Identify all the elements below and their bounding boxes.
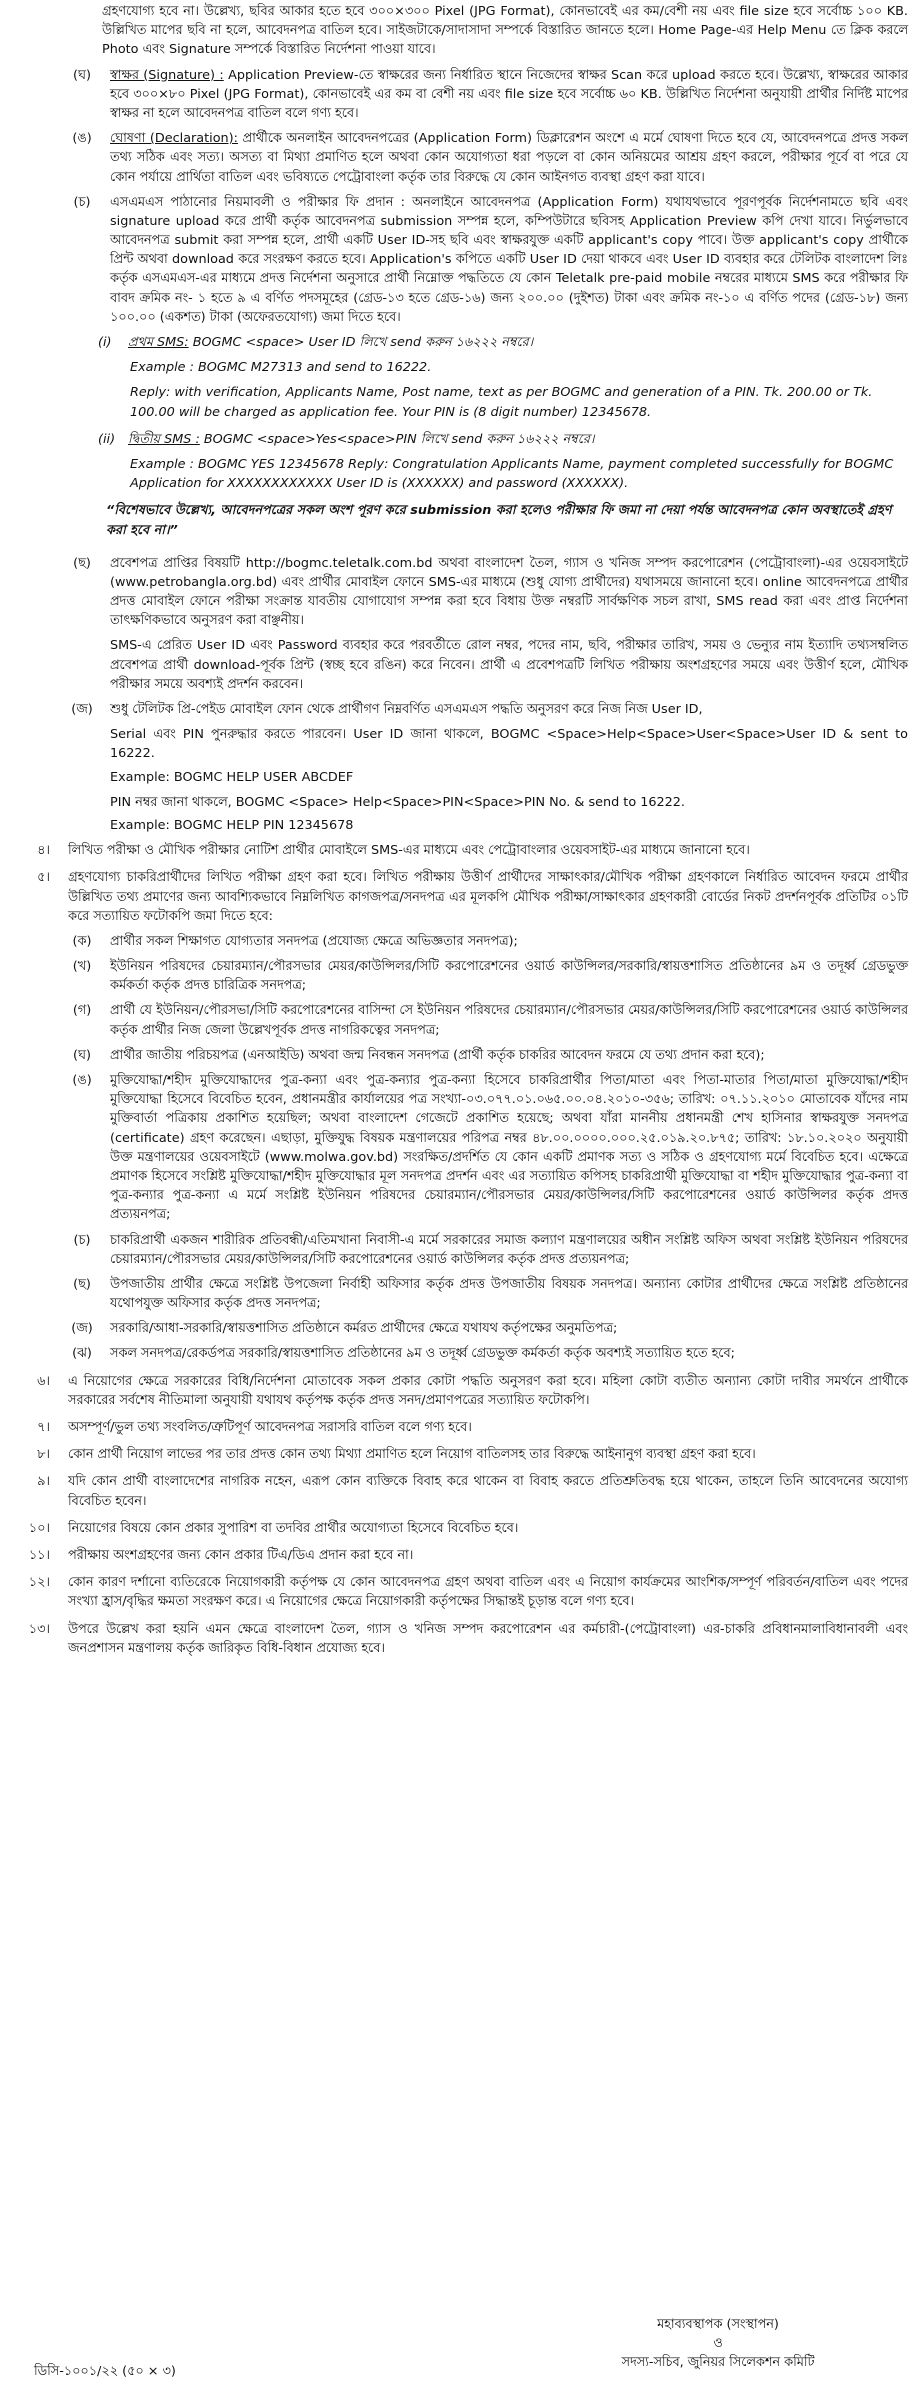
item-label: (জ) — [71, 1321, 93, 1337]
second-sms-block — [8, 430, 908, 494]
document-list-item — [8, 1001, 908, 1039]
section-number: ৮। — [37, 1447, 50, 1463]
condition-text: যদি কোন প্রার্থী বাংলাদেশের নাগরিক নহেন, এরূপ কোন ব্যক্তিকে বিবাহ করে থাকেন বা বিবাহ করতে প্রতিশ্রুতিবদ্ধ হয়ে থাকেন, তাহলে তিনি আবেদনের অযোগ্য বিবেচিত হবেন। — [68, 1474, 908, 1509]
item-label: (ছ) — [73, 1276, 91, 1292]
condition-item — [8, 1620, 908, 1658]
sms-label: (i) — [98, 335, 112, 350]
condition-text: কোন প্রার্থী নিয়োগ লাভের পর তার প্রদত্ত কোন তথ্য মিথ্যা প্রমাণিত হলে নিয়োগ বাতিলসহ তার বিরুদ্ধে আইনানুগ ব্যবস্থা গ্রহণ করা হবে। — [68, 1447, 756, 1463]
declaration-item — [8, 129, 908, 187]
section-number: ৪। — [37, 843, 50, 859]
item-label: (চ) — [73, 1232, 91, 1248]
sms-heading: প্রথম SMS: — [128, 335, 189, 350]
sms-example: Example : BOGMC M27313 and send to 16222. — [130, 360, 432, 376]
condition-text: অসম্পূর্ণ/ভুল তথ্য সংবলিত/ত্রুটিপূর্ণ আবেদনপত্র সরাসরি বাতিল বলে গণ্য হবে। — [68, 1420, 472, 1435]
footer — [8, 2315, 908, 2395]
recovery-line: শুধু টেলিটক প্রি-পেইড মোবাইল ফোন থেকে প্রার্থীগণ নিম্নবর্ণিত এসএমএস পদ্ধতি অনুসরণ করে নিজ নিজ User ID, — [110, 702, 703, 717]
item-label: (গ) — [72, 1003, 92, 1019]
item-label: (ঝ) — [72, 1346, 92, 1362]
sms-command: BOGMC <space> User ID লিখে send করুন ১৬২২২ নম্বরে। — [188, 335, 534, 350]
condition-item — [8, 1372, 908, 1410]
condition-text: উপরে উল্লেখ করা হয়নি এমন ক্ষেত্রে বাংলাদেশ তৈল, গ্যাস ও খনিজ সম্পদ করপোরেশন এর কর্মচারী-(পেট্রোবাংলা) এর-চাকরি প্রবিধানমালাবিধানাবলী এবং জনপ্রশাসন মন্ত্রণালয় কর্তৃক জারিকৃত বিধি-বিধান প্রযোজ্য হবে। — [68, 1621, 908, 1656]
document-list-item — [8, 957, 908, 995]
document-requirement: উপজাতীয় প্রার্থীর ক্ষেত্রে সংশ্লিষ্ট উপজেলা নির্বাহী অফিসার কর্তৃক প্রদত্ত উপজাতীয় বিষয়ক সনদপত্র। অন্যান্য কোটার প্রার্থীদের ক্ষেত্রে সংশ্লিষ্ট প্রতিষ্ঠানের যথোপযুক্ত অফিসার কর্তৃক প্রদত্ত সনদপত্র; — [110, 1276, 908, 1312]
section-number: ৯। — [37, 1474, 50, 1490]
item-label: (জ) — [71, 702, 93, 717]
sms-example: Example : BOGMC YES 12345678 Reply: Congratulation Applicants Name, payment completed successfully for BOGMC Application for XXXXXXXXXXXX User ID is (XXXXXX) and password (XXXXXX). — [130, 456, 894, 492]
document-list-item — [8, 1275, 908, 1313]
signature-block — [568, 2315, 868, 2373]
document-list-item — [8, 932, 908, 951]
photo-paragraph: গ্রহণযোগ্য হবে না। উল্লেখ্য, ছবির আকার হতে হবে ৩০০×৩০০ Pixel (JPG Format), কোনভাবেই এর কম/বেশী নয় এবং file size হবে সর্বোচ্চ ১০০ KB. উল্লিখিত মাপের ছবি না হলে, আবেদনপত্র বাতিল হবে। সাইজটাকে/সাদাসাদা সম্পর্কে বিস্তারিত জানতে হলে। Home Page-এর Help Menu তে ক্লিক করলে Photo এবং Signature সম্পর্কে বিস্তারিত নির্দেশনা পাওয়া যাবে। — [102, 4, 908, 58]
sms-command: BOGMC <space>Yes<space>PIN লিখে send করুন ১৬২২২ নম্বরে। — [199, 431, 595, 447]
document-list-item — [8, 1231, 908, 1269]
declaration-text: প্রার্থীকে অনলাইন আবেদনপত্রের (Application Form) ডিক্লারেশন অংশে এ মর্মে ঘোষণা দিতে হবে যে, আবেদনপত্রে প্রদত্ত সকল তথ্য সঠিক এবং সত্য। অসত্য বা মিথ্যা প্রমাণিত হলে অথবা কোন অযোগ্যতা ধরা পড়লে বা কোন অনিয়মের আশ্রয় গ্রহণ করলে, পরীক্ষার পূর্বে বা পরে যে কোন পর্যায়ে প্রার্থিতা বাতিল এবং ভবিষ্যতে পেট্রোবাংলা কর্তৃক তার বিরুদ্ধে যে কোন আইনগত ব্যবস্থা গ্রহণ করা যাবে। — [110, 131, 909, 185]
special-note: “বিশেষভাবে উল্লেখ্য, আবেদনপত্রের সকল অংশ পূরণ করে submission করা হলেও পরীক্ষার ফি জমা না দেয়া পর্যন্ত আবেদনপত্র কোন অবস্থাতেই গ্রহণ করা হবে না।” — [106, 503, 892, 538]
recovery-line: Serial এবং PIN পুনরুদ্ধার করতে পারবেন। User ID জানা থাকলে, BOGMC <Space>Help<Space>User<Space>User ID & sent to 16222. — [110, 727, 908, 762]
recovery-line: PIN নম্বর জানা থাকলে, BOGMC <Space> Help<Space>PIN<Space>PIN No. & send to 16222. — [110, 794, 685, 810]
condition-item — [8, 1546, 908, 1565]
first-sms-block — [8, 333, 908, 422]
document-list-item — [8, 1319, 908, 1338]
document-requirement: মুক্তিযোদ্ধা/শহীদ মুক্তিযোদ্ধাদের পুত্র-কন্যা এবং পুত্র-কন্যার পুত্র-কন্যা হিসেবে চাকরিপ্রার্থীর পিতা/মাতা এবং পিতা-মাতার পিতা/মাতা মুক্তিযোদ্ধা/শহীদ মুক্তিযোদ্ধা হিসেবে বিবেচিত হবেন, প্রধানমন্ত্রীর কার্যালয়ের পত্র সংখ্যা-০৩.০৭৭.০১.০৬৫.০০.০৪.২০১০-৩৫৬; তারিখ: ০৭.১১.২০১০ মোতাবেক যাঁদের নাম মুক্তিবার্তা পত্রিকায় প্রকাশিত হয়েছিল; অথবা বাংলাদেশ গেজেটে প্রকাশিত হয়েছে; অথবা যাঁরা মাননীয় প্রধানমন্ত্রী শেখ হাসিনার স্বাক্ষরযুক্ত সনদপত্র (certificate) গ্রহণ করেছেন। এছাড়া, মুক্তিযুদ্ধ বিষয়ক মন্ত্রণালয়ের পরিপত্র নম্বর ৪৮.০০.০০০০.০০০.২৫.০১৯.২০.৮৭৫; তারিখ: ১৮.১০.২০২০ অনুযায়ী উক্ত মন্ত্রণালয়ের ওয়েবসাইটে (www.molwa.gov.bd) সংরক্ষিত/প্রদর্শিত যে কোন একটি প্রমাণক সত্য ও সঠিক ও গ্রহণযোগ্য মর্মে বিবেচিত হবে। এক্ষেত্রে প্রমাণক হিসেবে সংশ্লিষ্ট মুক্তিযোদ্ধা/শহীদ মুক্তিযোদ্ধার মূল সনদপত্র প্রদর্শন এবং এর সত্যায়িত কপিসহ চাকরিপ্রার্থী মুক্তিযোদ্ধা বা শহীদ মুক্তিযোদ্ধার পুত্র-কন্যা বা পুত্র-কন্যার পুত্র-কন্যা এ মর্মে সংশ্লিষ্ট ইউনিয়ন পরিষদের চেয়ারম্যান/পৌরসভার মেয়র/কাউন্সিলর/সিটি করপোরেশনের ওয়ার্ড কাউন্সিলর কর্তৃক প্রদত্ত প্রত্যয়নপত্র; — [110, 1073, 908, 1223]
item-label: (চ) — [73, 194, 91, 210]
item-label: (ক) — [72, 933, 92, 949]
signature-item — [8, 66, 908, 124]
condition-item — [8, 1418, 908, 1437]
section-text: গ্রহণযোগ্য চাকরিপ্রার্থীদের লিখিত পরীক্ষা গ্রহণ করা হবে। লিখিত পরীক্ষায় উত্তীর্ণ প্রার্থীদের সাক্ষাৎকার/মৌখিক পরীক্ষা গ্রহণকালে নির্ধারিত আবেদন ফরমে প্রার্থীর উল্লিখিত তথ্য প্রমাণের জন্য আবশ্যিকভাবে নিম্নলিখিত কাগজপত্র/সনদপত্র এর মূলকপি মৌখিক পরীক্ষা/সাক্ষাৎকার গ্রহণকারী বোর্ডের নিকট প্রদর্শনপূর্বক প্রতিটির ০১টি করে সত্যায়িত ফটোকপি জমা দিতে হবে: — [68, 870, 908, 924]
condition-text: পরীক্ষায় অংশগ্রহণের জন্য কোন প্রকার টিএ/ডিএ প্রদান করা হবে না। — [68, 1547, 414, 1563]
section-number: ১১। — [28, 1547, 50, 1563]
recovery-example: Example: BOGMC HELP PIN 12345678 — [110, 817, 354, 833]
sms-fee-text: এসএমএস পাঠানোর নিয়মাবলী ও পরীক্ষার ফি প্রদান : অনলাইনে আবেদনপত্র (Application Form) যথাযথভাবে পূরণপূর্বক নির্দেশনামতে ছবি এবং signature upload করে প্রার্থী কর্তৃক আবেদনপত্র submission সম্পন্ন হলে, কম্পিউটারে ছবিসহ Application Preview কপি দেখা যাবে। নির্ভুলভাবে আবেদনপত্র submit করা সম্পন্ন হলে, প্রার্থী একটি User ID-সহ ছবি এবং স্বাক্ষরযুক্ত একটি applicant's copy পাবে। উক্ত applicant's copy প্রার্থীকে প্রিন্ট অথবা download করে সংরক্ষণ করতে হবে। Application's কপিতে একটি User ID দেয়া থাকবে এবং User ID ব্যবহার করে টেলিটক বাংলাদেশ লিঃ কর্তৃক এসএমএস-এর মাধ্যমে প্রদত্ত নির্দেশনা অনুসারে প্রার্থী নিম্নোক্ত পদ্ধতিতে যে কোন Teletalk pre-paid mobile নম্বরের মাধ্যমে SMS করে পরীক্ষার ফি বাবদ ক্রমিক নং- ১ হতে ৯ এ বর্ণিত পদসমূহের (গ্রেড-১৩ হতে গ্রেড-১৬) জন্য ২০০.০০ (দুইশত) টাকা এবং ক্রমিক নং-১০ এ বর্ণিত পদের (গ্রেড-১৮) জন্য ১০০.০০ (একশত) টাকা (অফেরতযোগ্য) জমা দিতে হবে। — [110, 194, 908, 325]
condition-item — [8, 1445, 908, 1464]
section-number: ১৩। — [28, 1621, 50, 1637]
admit-card-item — [8, 554, 908, 694]
signature-text: Application Preview-তে স্বাক্ষরের জন্য নির্ধারিত স্থানে নিজেদের স্বাক্ষর Scan করে upload করতে হবে। উল্লেখ্য, স্বাক্ষরের আকার হবে ৩০০×৮০ Pixel (JPG Format), কোনভাবেই এর কম বা বেশী নয় এবং file size হবে সর্বোচ্চ ৬০ KB. উল্লিখিত নির্দেশনা অনুযায়ী প্রার্থীর নির্দিষ্ট মাপের স্বাক্ষর না হলে আবেদনপত্র বাতিল বলে গণ্য হবে। — [110, 67, 909, 121]
document-list — [8, 932, 908, 1364]
admit-card-download-text: SMS-এ প্রেরিত User ID এবং Password ব্যবহার করে পরবর্তীতে রোল নম্বর, পদের নাম, ছবি, পরীক্ষার তারিখ, সময় ও ভেন্যুর নাম ইত্যাদি তথ্যসম্বলিত প্রবেশপত্র প্রার্থী download-পূর্বক প্রিন্ট (স্বচ্ছ হবে রঙিন) করে নিবেন। প্রার্থী এ প্রবেশপত্রটি লিখিত পরীক্ষায় অংশগ্রহণের সময়ে এবং উত্তীর্ণ হলে, মৌখিক পরীক্ষার সময়ে অবশ্যই প্রদর্শন করবেন। — [110, 638, 908, 692]
sms-reply: Reply: with verification, Applicants Name, Post name, text as per BOGMC and generation of a PIN. Tk. 200.00 or Tk. 100.00 will be charged as application fee. Your PIN is (8 digit number) 12345678. — [130, 385, 873, 420]
item-label: (ছ) — [73, 555, 91, 571]
signatory-title: মহাব্যবস্থাপক (সংস্থাপন) — [657, 2317, 779, 2332]
condition-text: এ নিয়োগের ক্ষেত্রে সরকারের বিধি/নির্দেশনা মোতাবেক সকল প্রকার কোটা পদ্ধতি অনুসরণ করা হবে। মহিলা কোটা ব্যতীত অন্যান্য কোটা দাবীর সমর্থনে প্রার্থীকে সরকারের সর্বশেষ নীতিমালা অনুযায়ী যথাযথ কর্তৃপক্ষ কর্তৃক প্রদত্ত সনদ/প্রমাণপত্রের সত্যায়িত ফটোকপি। — [68, 1373, 908, 1408]
conditions-list — [8, 1372, 908, 1658]
signatory-role: সদস্য-সচিব, জুনিয়র সিলেকশন কমিটি — [621, 2355, 815, 2371]
section-4 — [8, 841, 908, 860]
section-number: ৫। — [37, 870, 50, 886]
section-number: ১০। — [28, 1520, 50, 1536]
document-requirement: সকল সনদপত্র/রেকর্ডপত্র সরকারি/স্বায়ত্তশাসিত প্রতিষ্ঠানের ৯ম ও তদূর্ধ্ব গ্রেডভুক্ত কর্মকর্তা কর্তৃক অবশ্যই সত্যায়িত হতে হবে; — [110, 1346, 735, 1362]
signature-heading: স্বাক্ষর (Signature) : — [110, 67, 224, 83]
condition-text: কোন কারণ দর্শানো ব্যতিরেকে নিয়োগকারী কর্তৃপক্ষ যে কোন আবেদনপত্র গ্রহণ অথবা বাতিল এবং এ নিয়োগ কার্যক্রমের আংশিক/সম্পূর্ণ পরিবর্তন/বাতিল এবং পদের সংখ্যা হ্রাস/বৃদ্ধির ক্ষমতা সংরক্ষণ করে। এ নিয়োগের ক্ষেত্রে নিয়োগকারী কর্তৃপক্ষের সিদ্ধান্তই চূড়ান্ত বলে গণ্য হবে। — [68, 1575, 908, 1610]
document-requirement: প্রার্থীর সকল শিক্ষাগত যোগ্যতার সনদপত্র (প্রযোজ্য ক্ষেত্রে অভিজ্ঞতার সনদপত্র); — [110, 933, 518, 949]
sms-label: (ii) — [98, 431, 116, 447]
item-label: (ঙ) — [72, 1073, 92, 1088]
signatory-conjunction: ও — [713, 2336, 723, 2352]
document-requirement: ইউনিয়ন পরিষদের চেয়ারম্যান/পৌরসভার মেয়র/কাউন্সিলর/সিটি করপোরেশনের ওয়ার্ড কাউন্সিলর/সরকারি/স্বায়ত্তশাসিত প্রতিষ্ঠানের ৯ম ও তদূর্ধ্ব গ্রেডভুক্ত কর্মকর্তা কর্তৃক প্রদত্ত চারিত্রিক সনদপত্র; — [110, 959, 908, 994]
document-list-item — [8, 1071, 908, 1225]
declaration-heading: ঘোষণা (Declaration): — [110, 131, 238, 147]
section-number: ১২। — [28, 1575, 50, 1591]
sms-heading: দ্বিতীয় SMS : — [128, 431, 200, 447]
condition-text: নিয়োগের বিষয়ে কোন প্রকার সুপারিশ বা তদবির প্রার্থীর অযোগ্যতা হিসেবে বিবেচিত হবে। — [68, 1520, 519, 1536]
document-requirement: সরকারি/আধা-সরকারি/স্বায়ত্তশাসিত প্রতিষ্ঠানে কর্মরত প্রার্থীদের ক্ষেত্রে যথাযথ কর্তৃপক্ষের অনুমতিপত্র; — [110, 1321, 618, 1337]
recovery-example: Example: BOGMC HELP USER ABCDEF — [110, 769, 354, 785]
section-5 — [8, 868, 908, 926]
condition-item — [8, 1472, 908, 1510]
condition-item — [8, 1573, 908, 1611]
document-requirement: চাকরিপ্রার্থী একজন শারীরিক প্রতিবন্ধী/এতিমখানা নিবাসী-এ মর্মে সরকারের সমাজ কল্যাণ মন্ত্রণালয়ের অধীন সংশ্লিষ্ট অফিস অথবা সংশ্লিষ্ট ইউনিয়ন পরিষদের চেয়ারম্যান/পৌরসভার মেয়র/কাউন্সিলর/সিটি করপোরেশনের ওয়ার্ড কাউন্সিলর কর্তৃক প্রদত্ত প্রত্যয়নপত্র; — [110, 1232, 908, 1267]
document-requirement: প্রার্থী যে ইউনিয়ন/পৌরসভা/সিটি করপোরেশনের বাসিন্দা সে ইউনিয়ন পরিষদের চেয়ারম্যান/পৌরসভার মেয়র/কাউন্সিলর/সিটি করপোরেশনের ওয়ার্ড কাউন্সিলর কর্তৃক প্রার্থীর নিজ জেলা উল্লেখপূর্বক প্রদত্ত নাগরিকত্বের সনদপত্র; — [110, 1003, 908, 1038]
document-list-item — [8, 1344, 908, 1363]
document-list-item — [8, 1046, 908, 1065]
recovery-item — [8, 700, 908, 835]
admit-card-text: প্রবেশপত্র প্রাপ্তির বিষয়টি http://bogmc.teletalk.com.bd অথবা বাংলাদেশ তৈল, গ্যাস ও খনিজ সম্পদ করপোরেশন (পেট্রোবাংলা)-এর ওয়েবসাইটে (www.petrobangla.org.bd) এবং প্রার্থীর মোবাইল ফোনে SMS-এর মাধ্যমে (শুধু যোগ্য প্রার্থীদের) যথাসময়ে জানানো হবে। online আবেদনপত্রে প্রার্থীর প্রদত্ত মোবাইল ফোনে পরীক্ষা সংক্রান্ত যাবতীয় যোগাযোগ সম্পন্ন করা হবে বিধায় উক্ত নম্বরটি সার্বক্ষণিক সচল রাখা, SMS read করা এবং প্রাপ্ত নির্দেশনা তাৎক্ষণিকভাবে অনুসরণ করা বাঞ্ছনীয়। — [110, 555, 908, 629]
document-requirement: প্রার্থীর জাতীয় পরিচয়পত্র (এনআইডি) অথবা জন্ম নিবন্ধন সনদপত্র (প্রার্থী কর্তৃক চাকরির আবেদন ফরমে যে তথ্য প্রদান করা হবে); — [110, 1047, 765, 1063]
section-number: ৬। — [37, 1373, 50, 1389]
sms-fee-item — [8, 193, 908, 327]
item-label: (খ) — [72, 959, 92, 975]
item-label: (ঘ) — [73, 1047, 91, 1063]
section-number: ৭। — [37, 1420, 50, 1435]
item-label: (ঙ) — [72, 131, 92, 147]
item-label: (ঘ) — [73, 67, 91, 83]
reference-number: ডিসি-১০০১/২২ (৫০ × ৩) — [34, 2363, 176, 2379]
section-text: লিখিত পরীক্ষা ও মৌখিক পরীক্ষার নোটিশ প্রার্থীর মোবাইলে SMS-এর মাধ্যমে এবং পেট্রোবাংলার ওয়েবসাইট-এর মাধ্যমে জানানো হবে। — [68, 843, 750, 859]
condition-item — [8, 1519, 908, 1538]
